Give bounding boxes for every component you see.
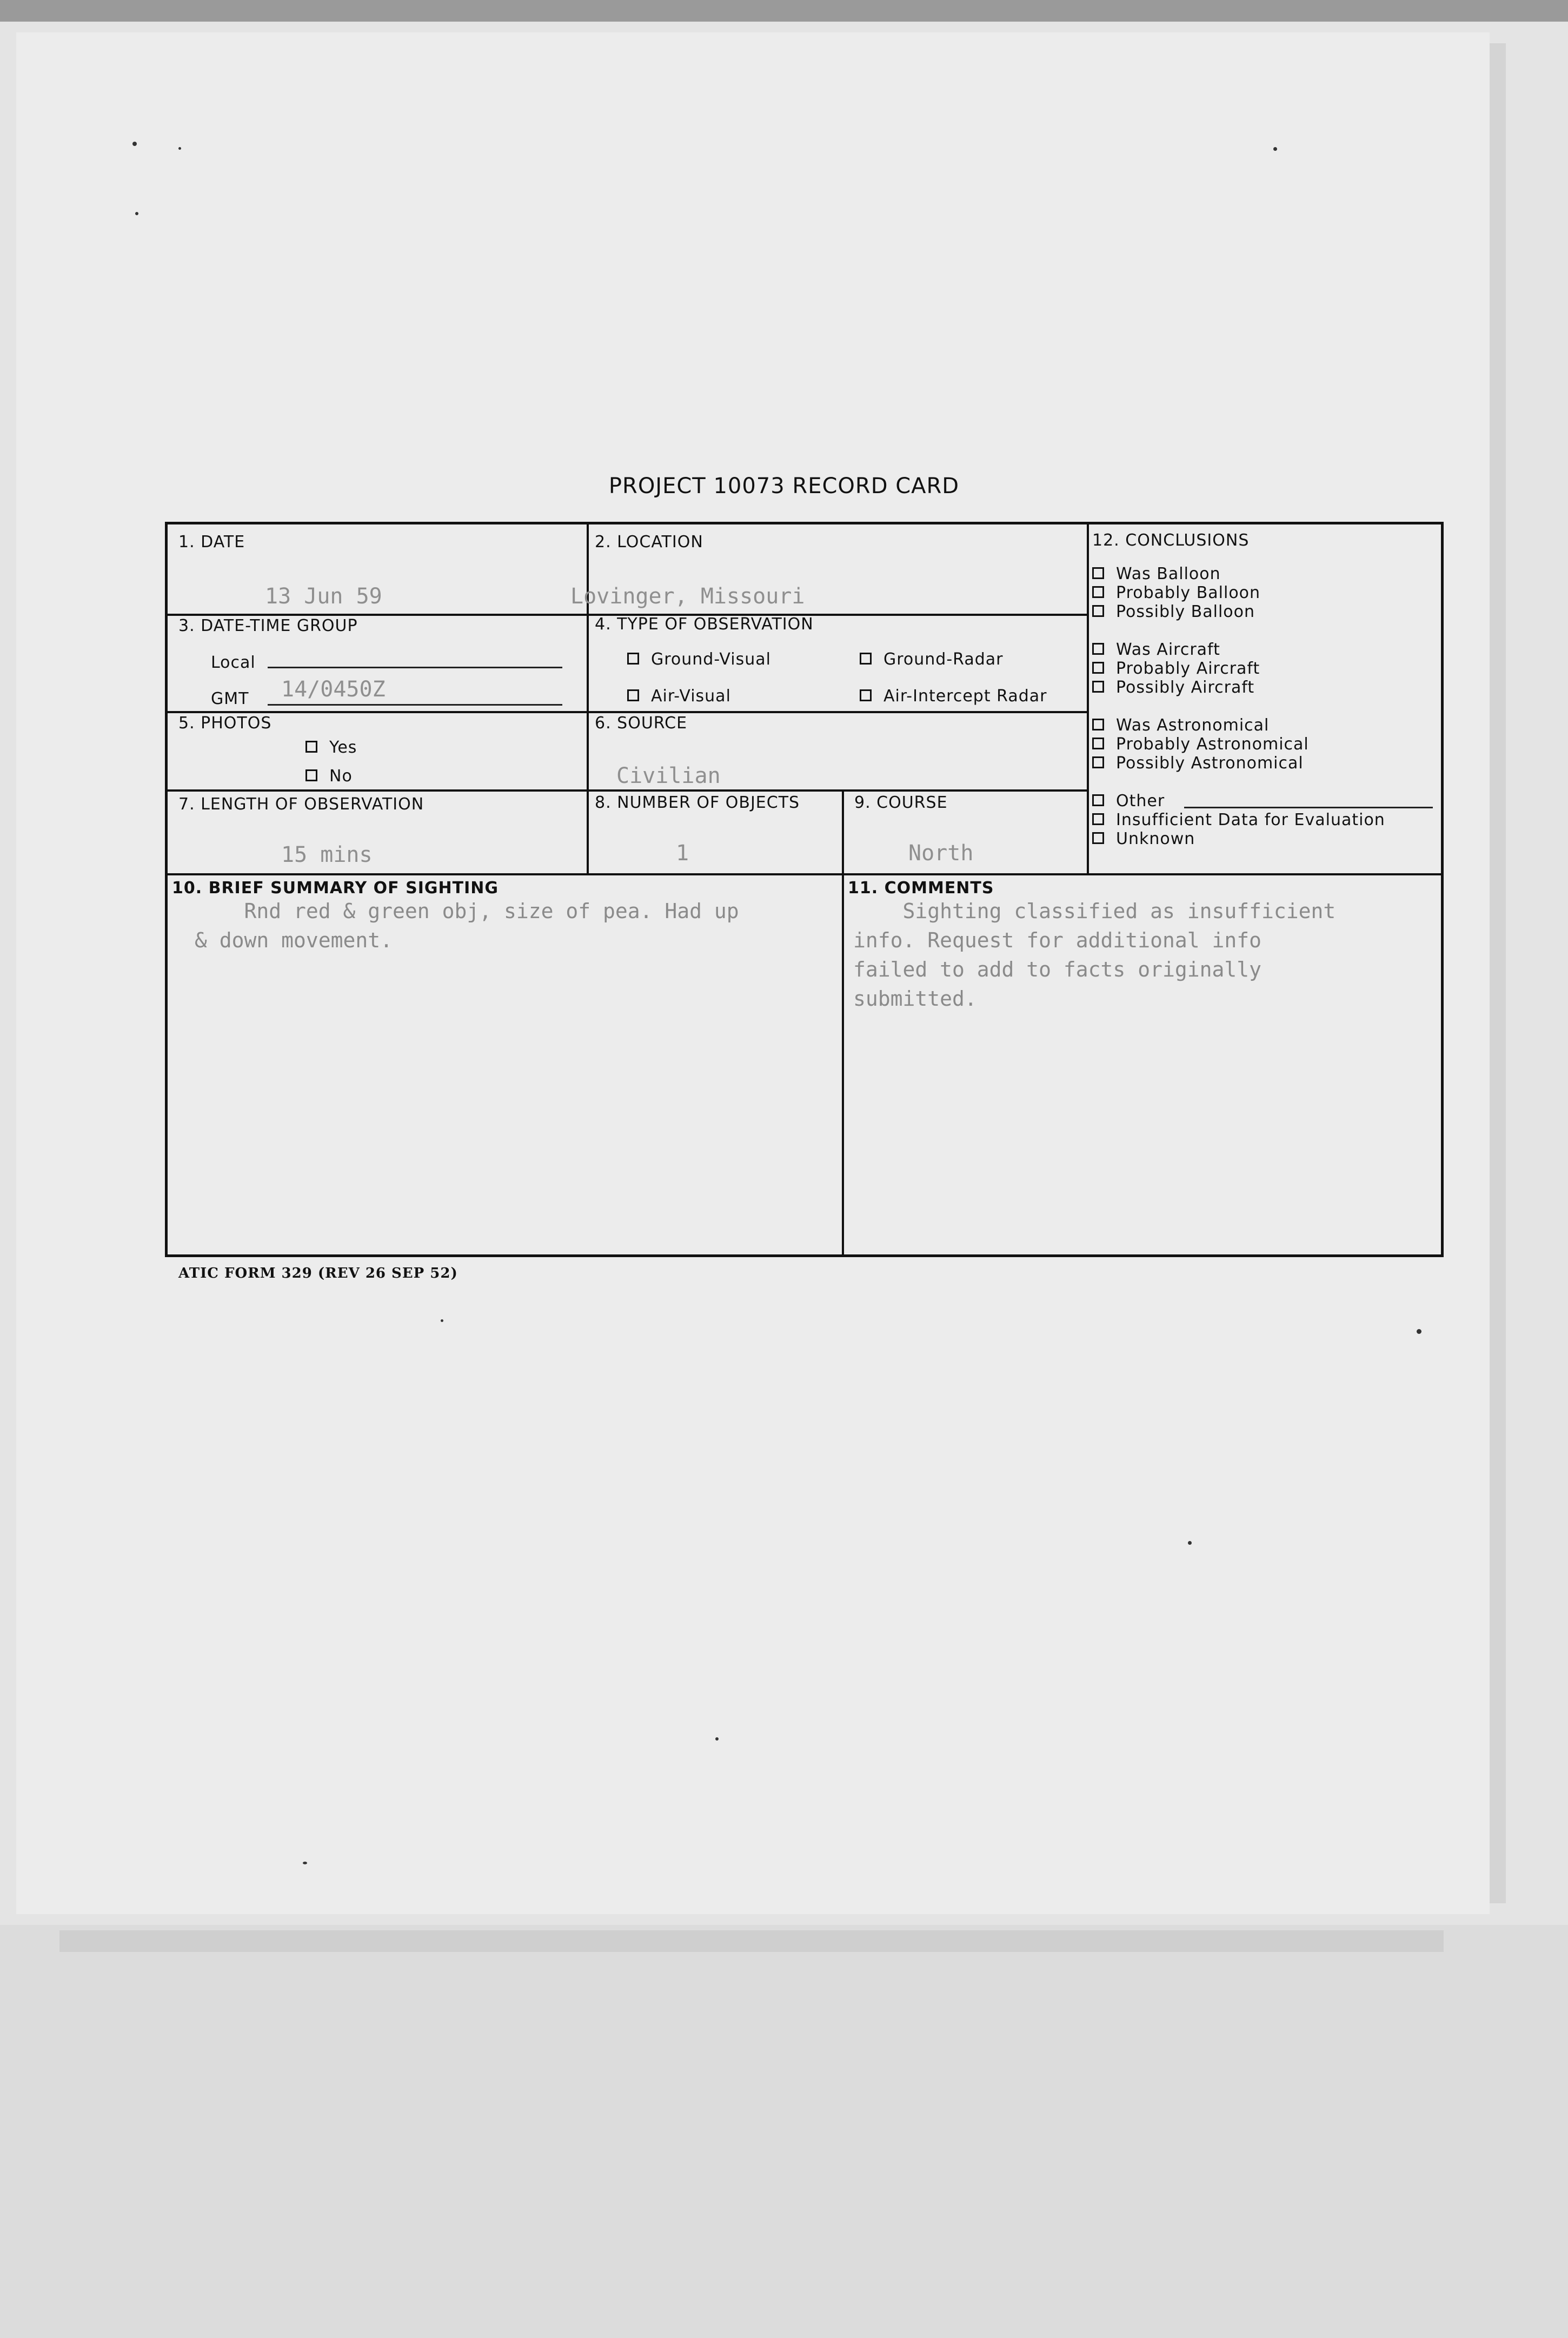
- type-of-observation-label: 4. TYPE OF OBSERVATION: [595, 615, 814, 634]
- option-possibly-balloon[interactable]: Possibly Balloon: [1092, 602, 1255, 621]
- photos-label: 5. PHOTOS: [178, 714, 272, 733]
- option-probably-aircraft[interactable]: Probably Aircraft: [1092, 659, 1260, 678]
- option-was-astronomical[interactable]: Was Astronomical: [1092, 716, 1269, 735]
- location-value: Lovinger, Missouri: [570, 584, 805, 609]
- checkbox-icon: [1092, 813, 1104, 825]
- option-was-aircraft[interactable]: Was Aircraft: [1092, 640, 1220, 659]
- date-time-group-label: 3. DATE-TIME GROUP: [178, 616, 358, 635]
- option-unknown[interactable]: Unknown: [1092, 829, 1195, 848]
- number-of-objects-label: 8. NUMBER OF OBJECTS: [595, 793, 800, 812]
- date-label: 1. DATE: [178, 533, 245, 552]
- option-probably-balloon[interactable]: Probably Balloon: [1092, 583, 1260, 602]
- comments-text: Sighting classified as insufficient info. Request for additional info failed to add to facts originally submitted.: [853, 899, 1336, 1011]
- brief-summary-label: 10. BRIEF SUMMARY OF SIGHTING: [172, 879, 499, 898]
- scan-right-edge: [1490, 43, 1506, 1903]
- length-of-observation-value: 15 mins: [281, 842, 373, 867]
- checkbox-icon: [627, 689, 639, 701]
- checkbox-icon: [1092, 832, 1104, 844]
- card-rule: [1087, 524, 1089, 873]
- card-rule: [842, 789, 844, 1257]
- card-rule: [587, 524, 589, 873]
- other-fill-line: [1184, 807, 1433, 808]
- card-rule: [168, 789, 1087, 792]
- option-possibly-aircraft[interactable]: Possibly Aircraft: [1092, 678, 1254, 697]
- scan-speck: [1188, 1541, 1192, 1545]
- scan-speck: [1273, 147, 1277, 151]
- option-air-visual[interactable]: Air-Visual: [627, 687, 731, 706]
- gmt-label: GMT: [211, 689, 249, 708]
- option-was-balloon[interactable]: Was Balloon: [1092, 564, 1221, 583]
- local-label: Local: [211, 653, 256, 672]
- gmt-value: 14/0450Z: [281, 677, 386, 702]
- scan-lower-area: [0, 1925, 1568, 2338]
- scan-speck: [135, 212, 138, 215]
- checkbox-icon: [1092, 605, 1104, 617]
- checkbox-icon: [1092, 567, 1104, 579]
- scan-speck: [715, 1737, 719, 1741]
- scan-lower-strip: [59, 1930, 1444, 1952]
- option-insufficient-data[interactable]: Insufficient Data for Evaluation: [1092, 811, 1385, 829]
- number-of-objects-value: 1: [676, 841, 689, 866]
- card-title: PROJECT 10073 RECORD CARD: [608, 474, 960, 499]
- scan-speck: [303, 1862, 307, 1864]
- source-label: 6. SOURCE: [595, 714, 688, 733]
- course-value: North: [908, 841, 974, 866]
- checkbox-icon: [305, 769, 317, 781]
- brief-summary-text: Rnd red & green obj, size of pea. Had up & down movement.: [195, 899, 739, 952]
- option-photos-yes[interactable]: Yes: [305, 738, 357, 757]
- scan-speck: [178, 147, 181, 150]
- checkbox-icon: [860, 653, 872, 665]
- checkbox-icon: [1092, 643, 1104, 655]
- option-ground-radar[interactable]: Ground-Radar: [860, 650, 1004, 669]
- checkbox-icon: [1092, 681, 1104, 693]
- checkbox-icon: [860, 689, 872, 701]
- length-of-observation-label: 7. LENGTH OF OBSERVATION: [178, 795, 424, 814]
- option-air-intercept-radar[interactable]: Air-Intercept Radar: [860, 687, 1047, 706]
- checkbox-icon: [1092, 738, 1104, 749]
- scan-speck: [1417, 1329, 1421, 1334]
- form-id: ATIC FORM 329 (REV 26 SEP 52): [178, 1265, 458, 1281]
- checkbox-icon: [1092, 756, 1104, 768]
- location-label: 2. LOCATION: [595, 533, 703, 552]
- checkbox-icon: [305, 741, 317, 753]
- option-ground-visual[interactable]: Ground-Visual: [627, 650, 771, 669]
- checkbox-icon: [1092, 719, 1104, 730]
- option-probably-astronomical[interactable]: Probably Astronomical: [1092, 735, 1309, 754]
- scan-speck: [441, 1319, 443, 1322]
- option-other[interactable]: Other: [1092, 792, 1165, 811]
- course-label: 9. COURSE: [854, 793, 948, 812]
- source-value: Civilian: [616, 763, 721, 788]
- checkbox-icon: [627, 653, 639, 665]
- card-rule: [168, 711, 1087, 713]
- date-value: 13 Jun 59: [265, 584, 382, 609]
- option-photos-no[interactable]: No: [305, 767, 353, 786]
- checkbox-icon: [1092, 794, 1104, 806]
- checkbox-icon: [1092, 586, 1104, 598]
- conclusions-label: 12. CONCLUSIONS: [1092, 531, 1250, 550]
- local-fill-line: [268, 667, 562, 668]
- scan-speck: [132, 142, 137, 146]
- gmt-fill-line: [268, 704, 562, 706]
- card-rule: [168, 873, 1444, 875]
- option-possibly-astronomical[interactable]: Possibly Astronomical: [1092, 754, 1304, 773]
- comments-label: 11. COMMENTS: [848, 879, 994, 898]
- scan-top-edge: [0, 0, 1568, 22]
- checkbox-icon: [1092, 662, 1104, 674]
